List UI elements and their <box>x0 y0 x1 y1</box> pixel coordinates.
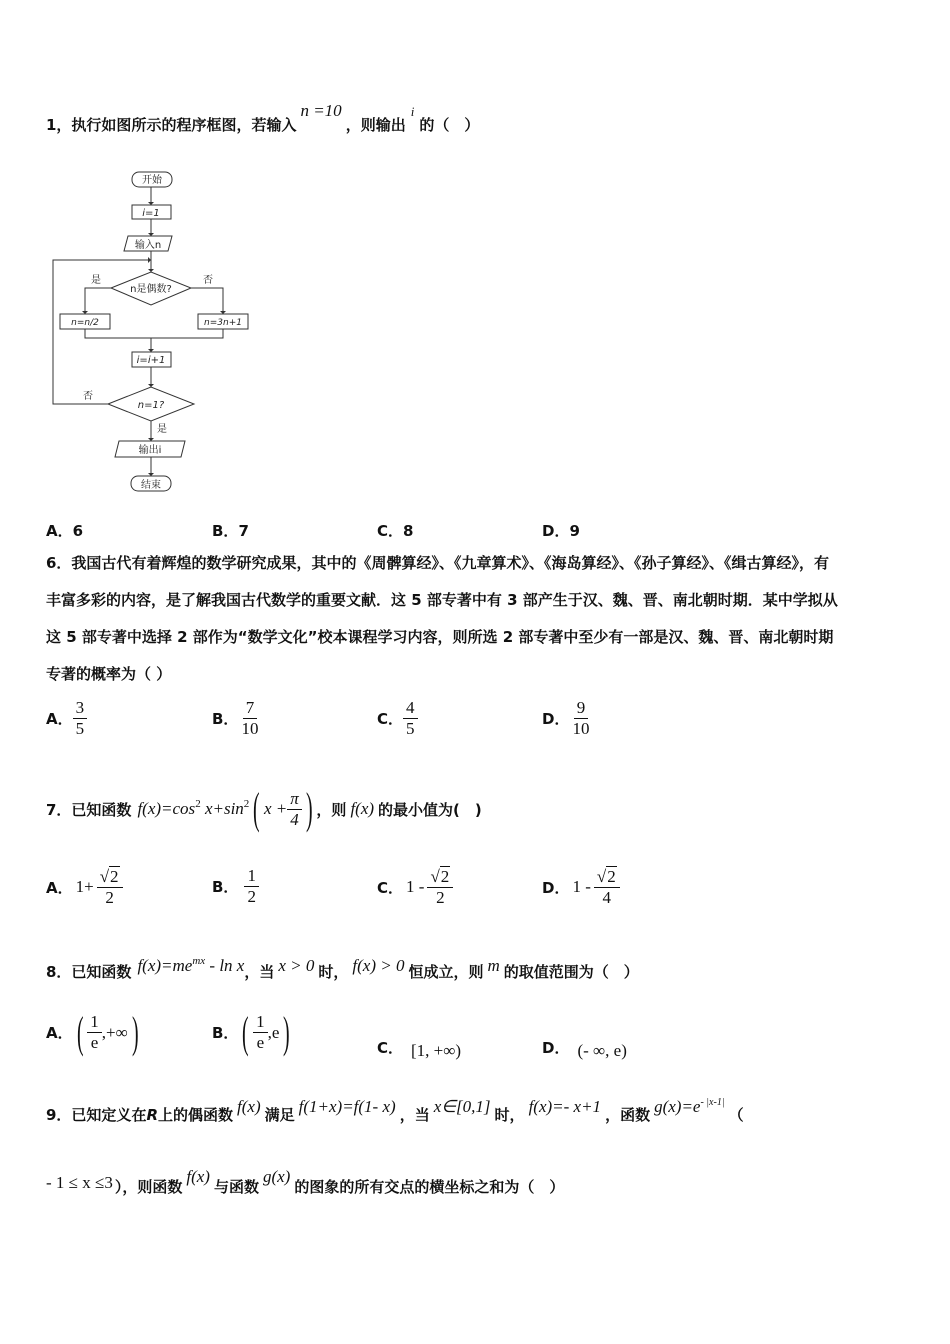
q9-def: f(x)=- x+1 <box>528 1097 602 1116</box>
q8-prefix: 8．已知函数 <box>46 963 132 981</box>
q7-left-paren: ( <box>253 784 260 833</box>
q6-line2: 丰富多彩的内容，是了解我国古代数学的重要文献．这 5 部专著中有 3 部产生于汉、魏、晋、南北朝时期．某中学拟从 <box>46 591 838 609</box>
flow-yes1: 是 <box>91 275 101 286</box>
q6-line4: 专著的概率为（ ） <box>46 665 172 683</box>
q7-func: $f(x)=\cos^2$ $x+\sin^2$ <box>137 798 250 818</box>
q1-suffix: 的（ ） <box>419 116 480 134</box>
q6-option-b[interactable]: B． $\frac{7}{10}$ <box>212 698 259 738</box>
flow-input: 输入n <box>134 240 162 251</box>
q9-stem-line1 <box>46 1096 744 1124</box>
q7-option-d[interactable]: D． 1 - $\frac{√2}{4}$ <box>542 866 620 908</box>
flow-start: 开始 <box>142 175 162 186</box>
q8-m: m <box>487 956 500 975</box>
flow-branch-no: n=3n+1 <box>204 318 242 328</box>
q8-shi: 时， <box>318 963 349 981</box>
q9-fx2: f(x) <box>186 1167 210 1186</box>
q8-suffix: 的取值范围为（ ） <box>503 963 639 981</box>
q9-prefix: 9．已知定义在 <box>46 1106 147 1124</box>
q1-option-d[interactable]: D．9 <box>542 522 580 540</box>
q9-suffix: 的图象的所有交点的横坐标之和为（ ） <box>294 1178 565 1196</box>
q1-output-var: i <box>410 104 415 119</box>
q1-option-a[interactable]: A．6 <box>46 522 84 540</box>
q9-shi: 时， <box>494 1106 525 1124</box>
flow-decision2-text: n=1? <box>137 400 165 411</box>
q1-option-b[interactable]: B．7 <box>212 522 249 540</box>
q7-option-c[interactable]: C． 1 - $\frac{√2}{2}$ <box>377 866 453 908</box>
q7-prefix: 7．已知函数 <box>46 800 132 819</box>
flow-increment: i=i+1 <box>136 355 166 366</box>
q1-input-expr: n =10 <box>300 101 342 120</box>
q8-stem <box>46 955 639 981</box>
q6-line3: 这 5 部专著中选择 2 部作为“数学文化”校本课程学习内容，则所选 2 部专著中至少有一部是汉、魏、晋、南北朝时期 <box>46 628 834 646</box>
flow-branch-yes: n=n/2 <box>71 318 99 328</box>
q9-satisfy: 满足 <box>264 1106 295 1124</box>
flowchart <box>48 168 242 498</box>
q8-func: $f(x)=me^{mx} - \ln x$ <box>137 955 245 975</box>
q7-option-b[interactable]: B． $\frac{1}{2}$ <box>212 866 259 907</box>
q6-option-d[interactable]: D． $\frac{9}{10}$ <box>542 698 590 738</box>
q9-R: R <box>146 1106 159 1124</box>
q7-middle: ，则 <box>316 800 347 819</box>
flow-init: i=1 <box>142 208 160 219</box>
flow-no2: 否 <box>83 391 93 402</box>
q6-option-a[interactable]: A． $\frac{3}{5}$ <box>46 698 87 739</box>
flow-decision1-text: n是偶数? <box>130 284 172 295</box>
q9-even: 上的偶函数 <box>158 1106 234 1124</box>
q7-fx: f(x) <box>350 799 375 818</box>
q8-cond1: x > 0 <box>278 956 315 975</box>
q8-cond2: f(x) > 0 <box>352 956 405 975</box>
q6-stem <box>46 545 908 693</box>
q7-pi-over-4: $\frac{\pi}{4}$ <box>287 789 302 830</box>
q9-stem-line2 <box>46 1167 565 1196</box>
q6-option-c[interactable]: C． $\frac{4}{5}$ <box>377 698 418 739</box>
flow-yes2: 是 <box>157 424 167 435</box>
q8-hold: 恒成立，则 <box>408 963 484 981</box>
q1-stem <box>46 100 480 134</box>
q9-open-paren: （ <box>728 1106 744 1124</box>
q9-range: - 1 ≤ x ≤3 <box>46 1173 113 1192</box>
q7-suffix: 的最小值为( ) <box>378 800 482 819</box>
q8-option-b[interactable]: B． ( $\frac{1}{e}$ ,e ) <box>212 1007 291 1057</box>
q9-when: ，当 <box>399 1106 430 1124</box>
q9-close: ），则函数 <box>114 1178 183 1196</box>
flow-output: 输出i <box>138 445 162 456</box>
q8-option-c[interactable]: C． [1, +∞) <box>377 1039 462 1060</box>
q7-right-paren: ) <box>305 784 313 833</box>
q9-gx: g(x) <box>262 1167 291 1186</box>
q9-domain: x∈[0,1] <box>433 1097 491 1116</box>
q7-option-a[interactable]: A． 1+ $\frac{√2}{2}$ <box>46 866 123 908</box>
q9-eq: f(1+x)=f(1- x) <box>298 1097 396 1116</box>
q1-prefix: 1，执行如图所示的程序框图，若输入 <box>46 116 297 134</box>
flow-end: 结束 <box>141 480 161 491</box>
q7-arg: x + <box>263 799 288 818</box>
q8-when: ，当 <box>244 963 275 981</box>
q6-line1: 6．我国古代有着辉煌的数学研究成果，其中的《周髀算经》、《九章算术》、《海岛算经》、《孙子算经》、《缉古算经》，有 <box>46 554 829 572</box>
q9-g: $g(x)=e^{- |x-1|}$ <box>654 1097 725 1116</box>
flow-no1: 否 <box>203 275 213 286</box>
q9-fx1: f(x) <box>237 1097 261 1116</box>
q9-with: 与函数 <box>213 1178 259 1196</box>
q7-stem <box>46 784 482 834</box>
q1-middle: ，则输出 <box>345 116 406 134</box>
q8-option-a[interactable]: A． ( $\frac{1}{e}$ ,+∞ ) <box>46 1007 139 1057</box>
q9-func-word: ，函数 <box>605 1106 651 1124</box>
q8-option-d[interactable]: D． (- ∞, e) <box>542 1039 627 1060</box>
q1-option-c[interactable]: C．8 <box>377 522 414 540</box>
